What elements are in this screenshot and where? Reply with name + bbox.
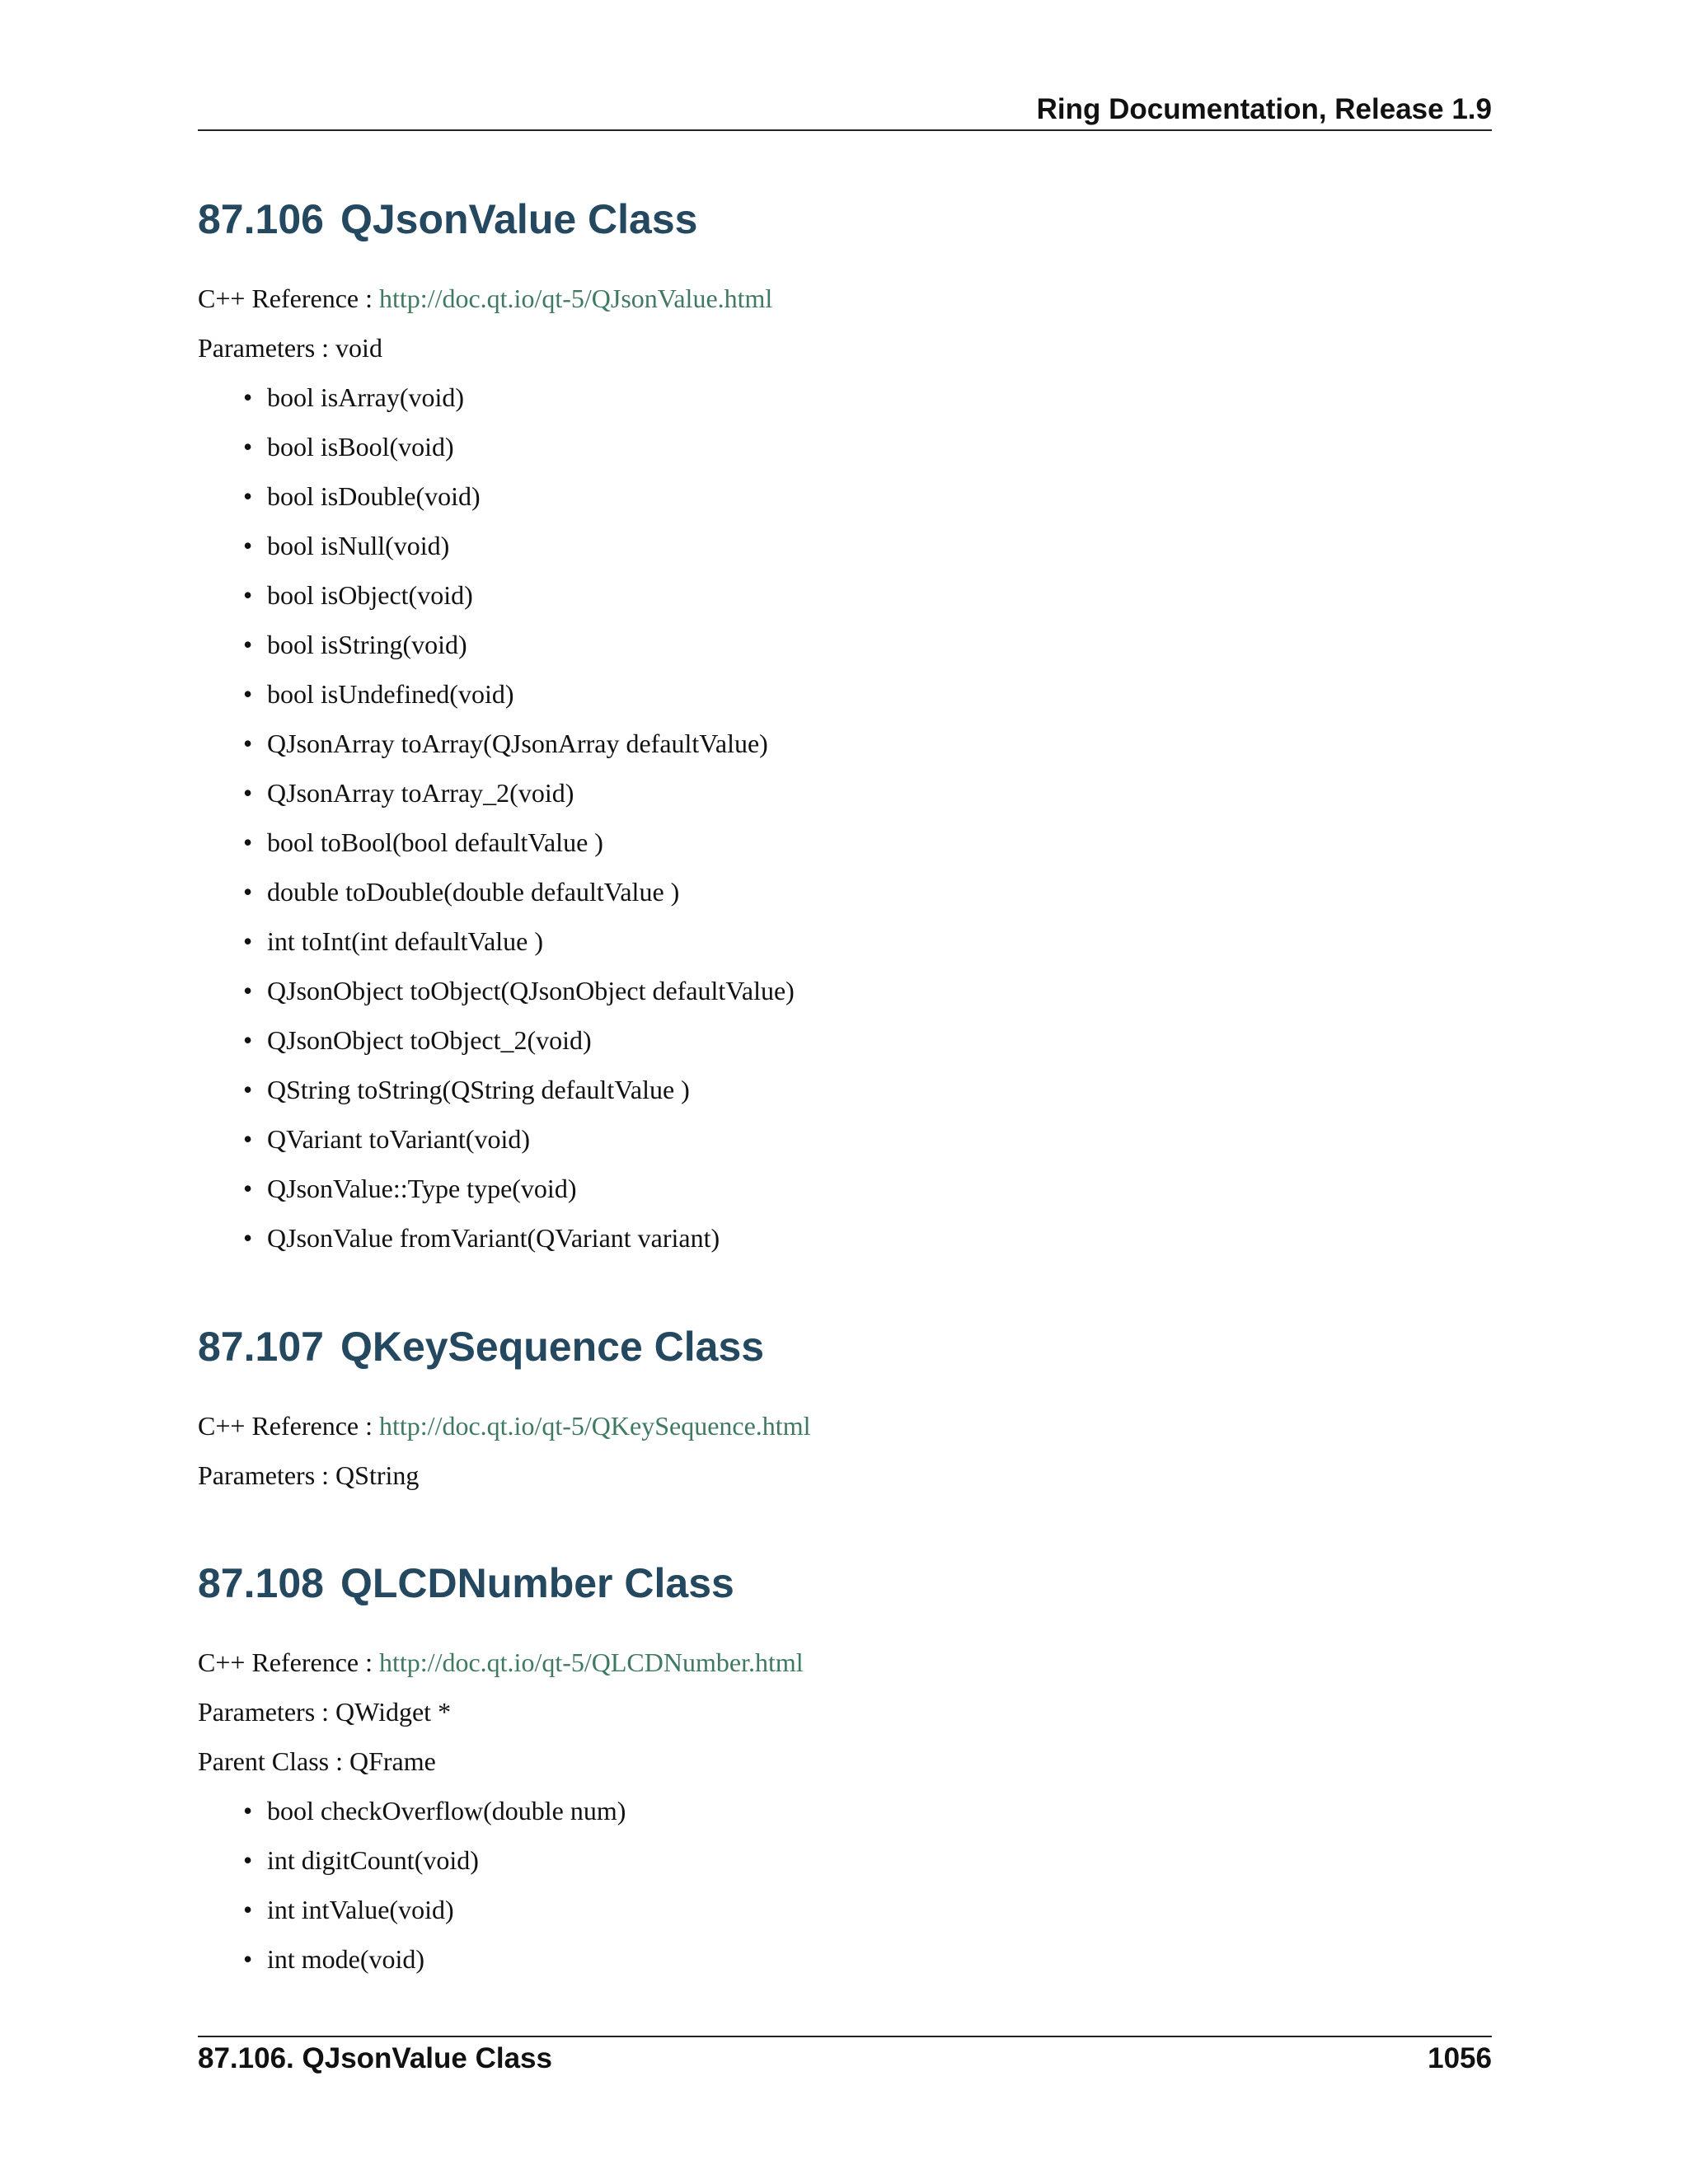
parameters-label: Parameters :: [198, 1460, 336, 1490]
method-item: • QJsonArray toArray(QJsonArray defaultValue): [198, 719, 1492, 768]
header-rule: [198, 129, 1492, 131]
section-number: 87.106: [198, 196, 324, 242]
section-qkeysequence-class: [198, 1317, 1492, 1500]
section-qlcdnumber-class: [198, 1554, 1492, 1984]
method-item: • int toInt(int defaultValue ): [198, 916, 1492, 966]
method-item: • int mode(void): [198, 1934, 1492, 1984]
footer-page-number: 1056: [1428, 2042, 1492, 2074]
cpp-reference-link[interactable]: http://doc.qt.io/qt-5/QJsonValue.html: [379, 284, 773, 313]
section-heading-qjsonvalue: [198, 190, 1492, 249]
method-item: • bool isObject(void): [198, 570, 1492, 620]
parameters-line: [198, 1451, 1492, 1500]
parameters-value: QString: [335, 1460, 420, 1490]
parameters-line: [198, 1687, 1492, 1736]
method-item: • QJsonObject toObject_2(void): [198, 1015, 1492, 1065]
parent-class-label: Parent Class :: [198, 1746, 349, 1776]
parent-class-line: [198, 1736, 1492, 1786]
cpp-reference-label: C++ Reference :: [198, 1411, 379, 1441]
method-item: • QJsonObject toObject(QJsonObject defaultValue): [198, 966, 1492, 1015]
method-item: • bool isBool(void): [198, 422, 1492, 471]
method-item: • bool checkOverflow(double num): [198, 1786, 1492, 1835]
section-number: 87.107: [198, 1324, 324, 1370]
method-item: • bool isUndefined(void): [198, 669, 1492, 719]
cpp-reference-line: [198, 1401, 1492, 1451]
method-item: • QString toString(QString defaultValue ): [198, 1065, 1492, 1114]
cpp-reference-line: [198, 274, 1492, 323]
parent-class-value: QFrame: [349, 1746, 436, 1776]
section-title: QLCDNumber Class: [340, 1560, 734, 1606]
cpp-reference-label: C++ Reference :: [198, 284, 379, 313]
method-item: • bool isNull(void): [198, 521, 1492, 570]
method-item: • QVariant toVariant(void): [198, 1114, 1492, 1164]
method-item: • bool isDouble(void): [198, 471, 1492, 521]
cpp-reference-link[interactable]: http://doc.qt.io/qt-5/QKeySequence.html: [379, 1411, 811, 1441]
method-list: [198, 373, 1492, 1263]
parameters-label: Parameters :: [198, 333, 336, 363]
method-item: • bool toBool(bool defaultValue ): [198, 818, 1492, 867]
document-page: [198, 0, 1492, 2184]
parameters-value: void: [335, 333, 382, 363]
method-item: • int intValue(void): [198, 1885, 1492, 1934]
method-item: • double toDouble(double defaultValue ): [198, 867, 1492, 916]
cpp-reference-label: C++ Reference :: [198, 1647, 379, 1677]
running-header-title: Ring Documentation, Release 1.9: [1036, 93, 1492, 125]
parameters-label: Parameters :: [198, 1697, 336, 1727]
section-heading-qlcdnumber: [198, 1554, 1492, 1613]
method-list: [198, 1786, 1492, 1984]
cpp-reference-link[interactable]: http://doc.qt.io/qt-5/QLCDNumber.html: [379, 1647, 804, 1677]
method-item: • bool isArray(void): [198, 373, 1492, 422]
method-item: • QJsonValue fromVariant(QVariant variant): [198, 1213, 1492, 1263]
parameters-value: QWidget *: [335, 1697, 452, 1727]
section-heading-qkeysequence: [198, 1317, 1492, 1376]
section-number: 87.108: [198, 1560, 324, 1606]
method-item: • QJsonValue::Type type(void): [198, 1164, 1492, 1213]
footer-section-label: 87.106. QJsonValue Class: [198, 2042, 552, 2074]
footer-rule: [198, 2036, 1492, 2037]
section-title: QKeySequence Class: [340, 1324, 765, 1370]
method-item: • QJsonArray toArray_2(void): [198, 768, 1492, 818]
method-item: • bool isString(void): [198, 620, 1492, 669]
section-title: QJsonValue Class: [340, 196, 698, 242]
method-item: • int digitCount(void): [198, 1835, 1492, 1885]
section-qjsonvalue-class: [198, 190, 1492, 1263]
cpp-reference-line: [198, 1638, 1492, 1687]
parameters-line: [198, 323, 1492, 373]
